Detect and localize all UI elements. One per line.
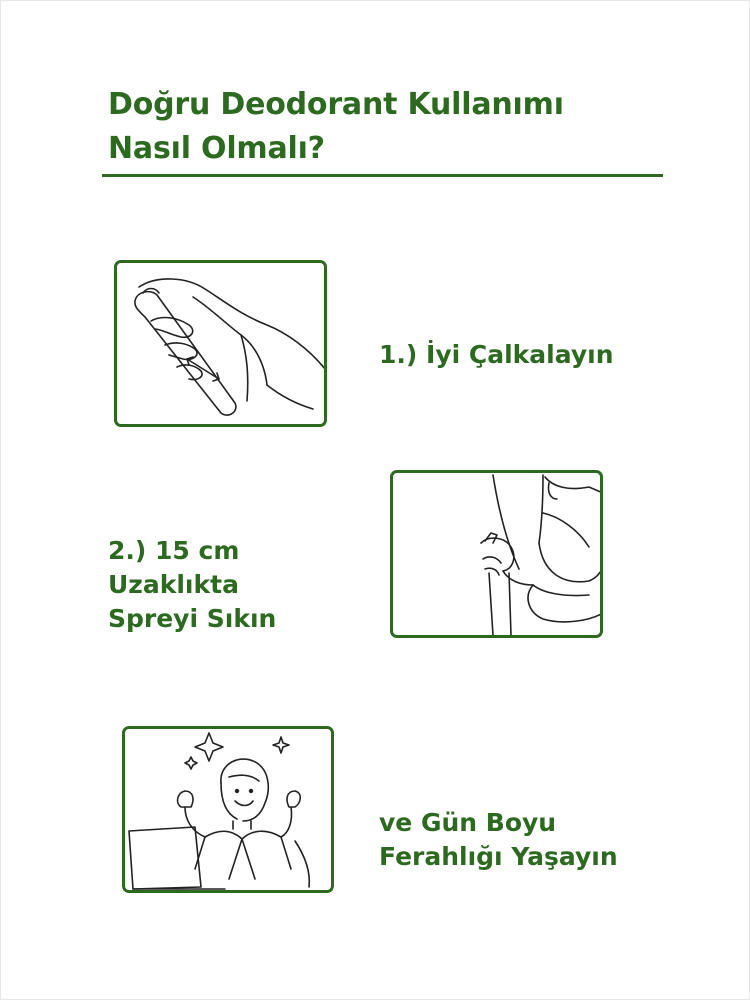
happy-woman-laptop-icon (125, 729, 334, 893)
underarm-spray-icon (393, 473, 603, 638)
step-3-line-2: Ferahlığı Yaşayın (379, 842, 618, 871)
page-title-line-1: Doğru Deodorant Kullanımı (108, 87, 564, 122)
step-3-text (379, 806, 618, 874)
hand-shaking-spray-can-icon (117, 263, 327, 427)
step-2-line-2: Uzaklıkta (108, 570, 239, 599)
step-2-text (108, 534, 276, 636)
step-1-line-1: 1.) İyi Çalkalayın (379, 340, 614, 369)
step-1-text (379, 338, 614, 372)
step-2-line-1: 2.) 15 cm (108, 536, 240, 565)
step-3-illustration-frame (122, 726, 334, 893)
step-1-illustration-frame (114, 260, 327, 427)
step-3-line-1: ve Gün Boyu (379, 808, 557, 837)
title-divider (102, 174, 663, 177)
step-2-illustration-frame (390, 470, 603, 638)
step-2-line-3: Spreyi Sıkın (108, 604, 277, 633)
page-title-line-2: Nasıl Olmalı? (108, 131, 325, 166)
page-title (108, 83, 668, 171)
